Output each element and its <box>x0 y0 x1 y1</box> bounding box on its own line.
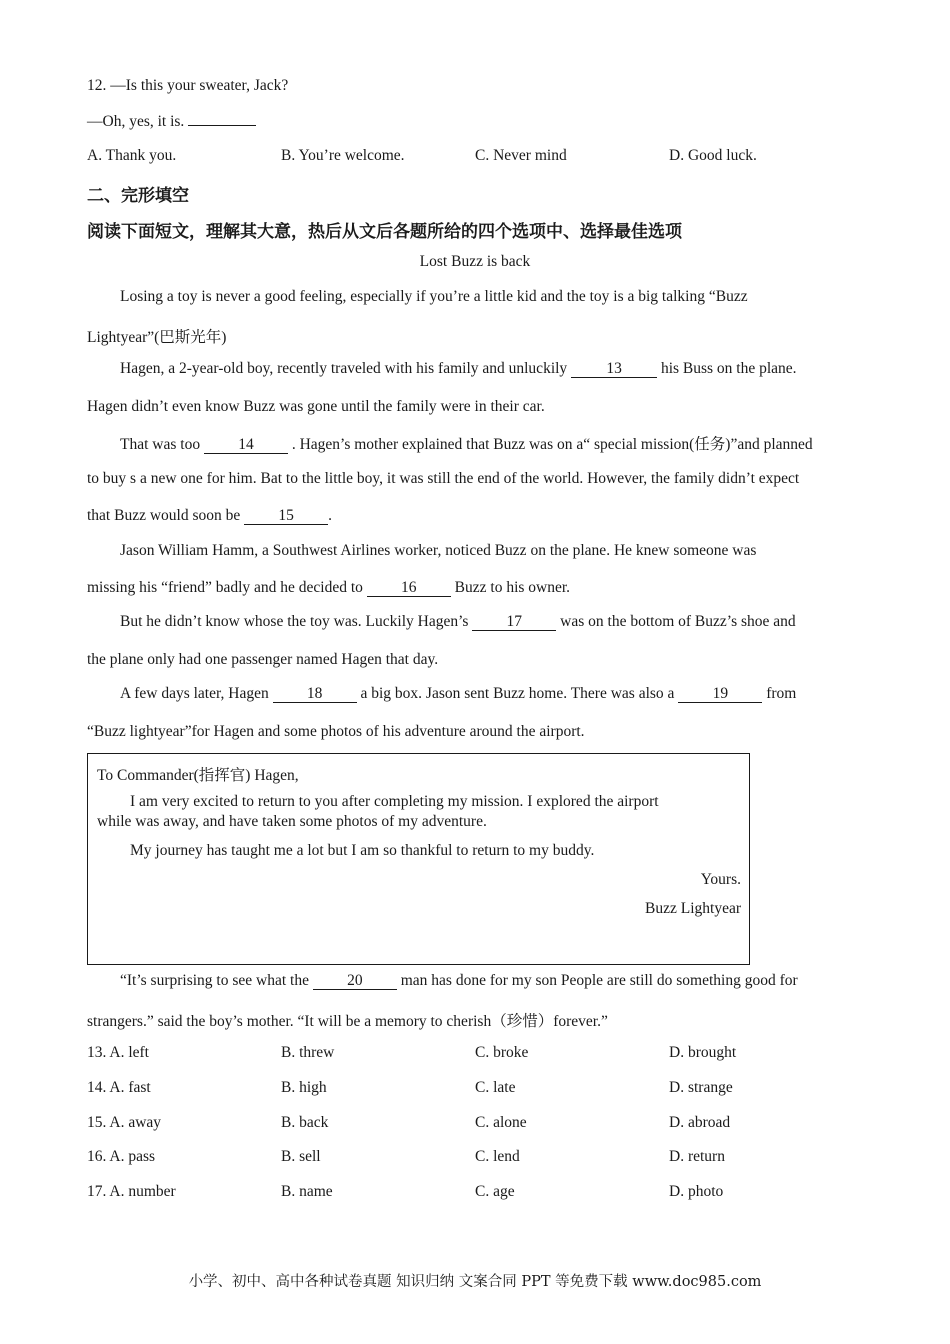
p4-text-c: Buzz to his owner. <box>450 579 571 596</box>
q12-reply-text: —Oh, yes, it is. <box>87 113 189 130</box>
q16-option-d[interactable]: D. return <box>669 1148 725 1165</box>
letter-signature: Buzz Lightyear <box>645 900 741 917</box>
p4-line2 <box>87 579 570 597</box>
p3-text-a: That was too <box>120 436 204 453</box>
blank-19[interactable]: 19 <box>678 685 762 703</box>
letter-box <box>87 753 750 965</box>
p3-line1 <box>120 432 813 454</box>
q16-option-a[interactable]: 16. A. pass <box>87 1148 156 1165</box>
q16-option-c[interactable]: C. lend <box>475 1148 520 1165</box>
q13-option-d[interactable]: D. brought <box>669 1044 737 1061</box>
p3-text-c: . Hagen’s mother explained that Buzz was on a“ special mission(任务)”and planned <box>287 436 813 453</box>
p3-line3 <box>87 507 332 525</box>
p2-line1 <box>120 360 797 378</box>
blank-20[interactable]: 20 <box>313 972 397 990</box>
q12-option-b[interactable]: B. You’re welcome. <box>281 147 405 164</box>
q12-stem: 12. —Is this your sweater, Jack? <box>87 77 289 94</box>
q15-option-a[interactable]: 15. A. away <box>87 1114 162 1131</box>
q15-option-b[interactable]: B. back <box>281 1114 329 1131</box>
q17-option-c[interactable]: C. age <box>475 1183 515 1200</box>
p4-line1: Jason William Hamm, a Southwest Airlines worker, noticed Buzz on the plane. He knew someone was <box>120 542 757 559</box>
blank-17[interactable]: 17 <box>472 613 556 631</box>
q16-option-b[interactable]: B. sell <box>281 1148 321 1165</box>
q14-option-a[interactable]: 14. A. fast <box>87 1079 151 1096</box>
p1-line1: Losing a toy is never a good feeling, especially if you’re a little kid and the toy is a big talking “Buzz <box>120 288 748 305</box>
p2-text-c: his Buss on the plane. <box>657 360 797 377</box>
blank-16[interactable]: 16 <box>367 579 451 597</box>
p2-text-a: Hagen, a 2-year-old boy, recently traveled with his family and unluckily <box>120 360 572 377</box>
p3-line3-text-c: . <box>328 507 333 524</box>
p5-line1 <box>120 613 796 631</box>
p6-line1 <box>120 685 796 703</box>
p5-line2: the plane only had one passenger named Hagen that day. <box>87 651 439 668</box>
letter-body2: My journey has taught me a lot but I am so thankful to return to my buddy. <box>130 842 595 859</box>
q12-answer-blank[interactable] <box>188 112 256 126</box>
q17-option-b[interactable]: B. name <box>281 1183 333 1200</box>
q17-option-d[interactable]: D. photo <box>669 1183 724 1200</box>
p5-text-c: was on the bottom of Buzz’s shoe and <box>556 613 796 630</box>
p5-text-a: But he didn’t know whose the toy was. Luckily Hagen’s <box>120 613 473 630</box>
q12-option-a[interactable]: A. Thank you. <box>87 147 177 164</box>
p6-text-d: from <box>762 685 797 702</box>
q12-reply <box>87 112 256 131</box>
section-heading: 二、完形填空 <box>87 186 189 205</box>
blank-13[interactable]: 13 <box>571 360 657 378</box>
p3-line3-text-a: that Buzz would soon be <box>87 507 245 524</box>
p6-text-c: a big box. Jason sent Buzz home. There was also a <box>356 685 679 702</box>
p7-text-a: “It’s surprising to see what the <box>120 972 313 989</box>
q17-option-a[interactable]: 17. A. number <box>87 1183 176 1200</box>
p7-text-c: man has done for my son People are still do something good for <box>396 972 798 989</box>
letter-body1-line2: while was away, and have taken some photos of my adventure. <box>97 813 487 830</box>
p4-text-a: missing his “friend” badly and he decided to <box>87 579 367 596</box>
q15-option-d[interactable]: D. abroad <box>669 1114 731 1131</box>
p7-line2: strangers.” said the boy’s mother. “It will be a memory to cherish（珍惜）forever.” <box>87 1013 608 1030</box>
passage-title: Lost Buzz is back <box>419 253 531 270</box>
blank-14[interactable]: 14 <box>204 436 288 454</box>
letter-closing: Yours. <box>700 871 741 888</box>
q14-option-c[interactable]: C. late <box>475 1079 516 1096</box>
p6-text-a: A few days later, Hagen <box>120 685 273 702</box>
page-footer: 小学、初中、高中各种试卷真题 知识归纳 文案合同 PPT 等免费下载 www.doc985.com <box>188 1274 762 1290</box>
p7-line1 <box>120 972 798 990</box>
q15-option-c[interactable]: C. alone <box>475 1114 527 1131</box>
p1-line2: Lightyear”(巴斯光年) <box>87 329 227 346</box>
q12-option-d[interactable]: D. Good luck. <box>669 147 757 164</box>
q13-option-a[interactable]: 13. A. left <box>87 1044 149 1061</box>
section-instruction: 阅读下面短文，理解其大意，热后从文后各题所给的四个选项中、选择最佳选项 <box>87 222 682 241</box>
q12-option-c[interactable]: C. Never mind <box>475 147 567 164</box>
p3-line2: to buy s a new one for him. Bat to the little boy, it was still the end of the world. However, the family didn’t expect <box>87 470 800 487</box>
q14-option-d[interactable]: D. strange <box>669 1079 733 1096</box>
q13-option-c[interactable]: C. broke <box>475 1044 529 1061</box>
q14-option-b[interactable]: B. high <box>281 1079 327 1096</box>
q13-option-b[interactable]: B. threw <box>281 1044 335 1061</box>
blank-15[interactable]: 15 <box>244 507 328 525</box>
letter-salutation: To Commander(指挥官) Hagen, <box>97 767 299 784</box>
letter-body1-line1: I am very excited to return to you after completing my mission. I explored the airport <box>130 793 659 810</box>
p2-line2: Hagen didn’t even know Buzz was gone until the family were in their car. <box>87 398 545 415</box>
p6-line2: “Buzz lightyear”for Hagen and some photos of his adventure around the airport. <box>87 723 585 740</box>
blank-18[interactable]: 18 <box>273 685 357 703</box>
